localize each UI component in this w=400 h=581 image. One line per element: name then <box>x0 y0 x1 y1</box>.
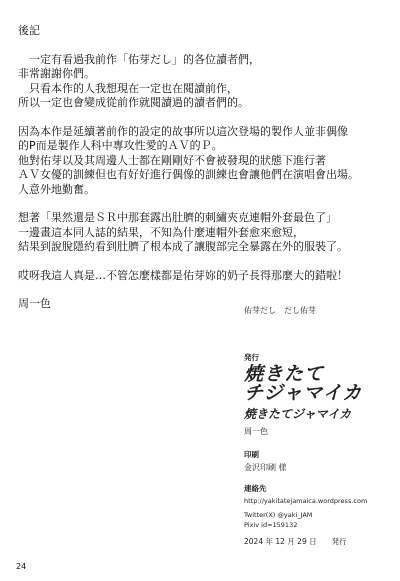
book-title-line: 佑芽だし だし佑芽 <box>244 306 316 315</box>
page-number: 24 <box>16 562 27 571</box>
paragraph-line: 一定有看過我前作「佑芽だし」的各位讀者們， <box>18 52 260 66</box>
circle-logo <box>244 365 394 422</box>
afterword-heading: 後記 <box>18 24 40 37</box>
contact-twitter: Twitter(X) @yaki_JAM <box>244 511 313 519</box>
paragraph-line: ＡＶ女優的訓練但也有好好進行偶像的訓練也會讓他們在演唱會出場。 <box>18 168 359 181</box>
colophon <box>244 305 394 547</box>
paragraph-line: 因為本作是延續著前作的設定的故事所以這次登場的製作人並非偶像 <box>18 124 348 138</box>
publish-label: 発行 <box>244 353 259 362</box>
paragraph-line: 結果到說脫隱約看到肚臍了根本成了讓腹部完全暴露在外的服裝了。 <box>18 240 348 253</box>
paragraph-line: 他對佑芽以及其周邊人士都在剛剛好不會被發現的狀態下進行著 <box>18 153 326 167</box>
afterword-text <box>18 24 390 312</box>
author-name: 周一色 <box>244 427 268 436</box>
circle-logo-sub: 焼きたてジャマイカ <box>244 407 352 421</box>
paragraph-line: 只看本作的人我想現在一定也在閱讀前作， <box>18 81 238 95</box>
print-label: 印刷 <box>244 450 259 459</box>
publish-date: 2024 年 12 月 29 日 発行 <box>244 537 347 546</box>
contact-pixiv: Pixiv id=159132 <box>244 521 298 529</box>
paragraph-line: 哎呀我這人真是…不管怎麼樣都是佑芽妳的奶子長得那麼大的錯啦！ <box>18 268 348 282</box>
contact-label: 連絡先 <box>244 484 267 493</box>
paragraph-line: 想著「果然還是ＳＲ中那套露出肚臍的刺繡夾克連帽外套最色了」 <box>18 211 337 224</box>
paragraph-line: 一邊畫這本同人誌的結果，不知為什麼連帽外套愈來愈短， <box>18 225 304 239</box>
contact-url: http://yakitatejamaica.wordpress.com <box>244 497 368 505</box>
paragraph-line: 的P而是製作人科中專攻性愛的ＡＶ的Ｐ。 <box>18 139 223 152</box>
paragraph-line: 人意外地勤奮。 <box>18 182 95 196</box>
signature: 周一色 <box>18 297 51 310</box>
paragraph-line: 所以一定也會變成從前作就閱讀過的讀者們的。 <box>18 96 249 109</box>
printer-name: 金沢印刷 様 <box>244 463 287 472</box>
circle-logo-main: 焼きたて チジャマイカ <box>244 363 363 404</box>
paragraph-line: 非常謝謝你們。 <box>18 67 95 80</box>
